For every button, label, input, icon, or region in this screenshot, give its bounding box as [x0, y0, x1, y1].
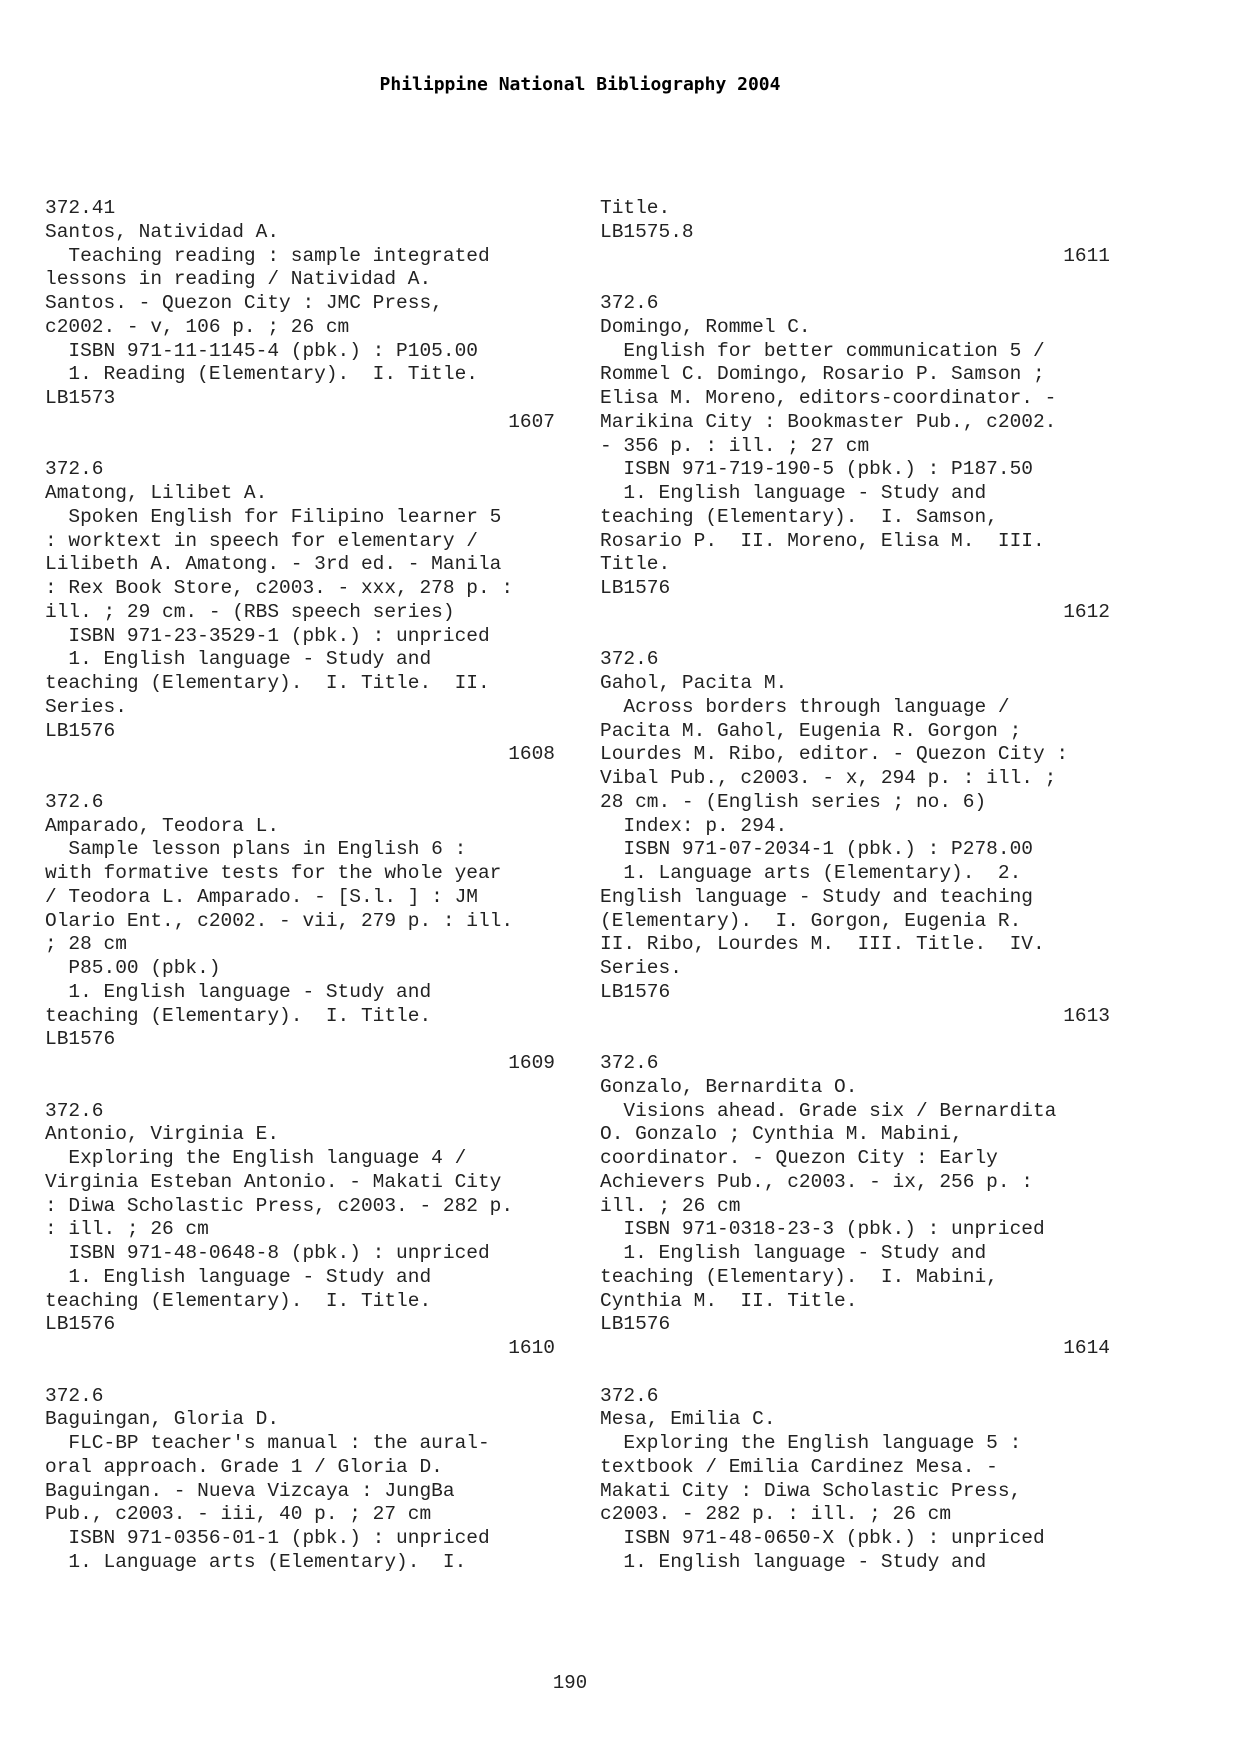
- entry-line: Title.: [600, 553, 671, 576]
- entry-line: Exploring the English language 5 :: [600, 1432, 1022, 1454]
- entry-line: Amparado, Teodora L.: [45, 814, 280, 837]
- entry-line: 372.6: [600, 648, 659, 671]
- blank-line: [45, 1076, 555, 1100]
- right-column: [600, 197, 1110, 1575]
- entry-line: teaching (Elementary). I. Mabini,: [600, 1265, 998, 1288]
- entry-line: 372.6: [45, 790, 104, 813]
- entry-line: 372.6: [600, 1052, 659, 1074]
- entry-number: 1610: [508, 1337, 555, 1359]
- entry-line: 372.41: [45, 197, 116, 219]
- entry-line: O. Gonzalo ; Cynthia M. Mabini,: [600, 1123, 963, 1146]
- page-title: Philippine National Bibliography 2004: [379, 74, 781, 95]
- entry-line: Spoken English for Filipino learner 5: [45, 505, 502, 528]
- entry-line: Cynthia M. II. Title.: [600, 1289, 858, 1312]
- entry-line: ISBN 971-719-190-5 (pbk.) : P187.50: [600, 458, 1033, 481]
- entry-line: LB1576: [600, 980, 671, 1003]
- entry-line: : Rex Book Store, c2003. - xxx, 278 p. :: [45, 577, 514, 599]
- entry-line: LB1576: [600, 577, 671, 599]
- entry-line: 1. Reading (Elementary). I. Title.: [45, 363, 478, 386]
- entry-line: Lourdes M. Ribo, editor. - Quezon City :: [600, 743, 1069, 766]
- entry-line: ill. ; 29 cm. - (RBS speech series): [45, 600, 455, 623]
- entry-line: ISBN 971-11-1145-4 (pbk.) : P105.00: [45, 339, 478, 362]
- entry-line: ISBN 971-48-0650-X (pbk.) : unpriced: [600, 1527, 1045, 1549]
- left-column: [45, 197, 555, 1575]
- entry-line: (Elementary). I. Gorgon, Eugenia R.: [600, 909, 1022, 932]
- entry-line: 1. Language arts (Elementary). I.: [45, 1550, 467, 1573]
- entry-line: 372.6: [45, 1384, 104, 1407]
- entry-line: Series.: [45, 695, 127, 718]
- entry-line: 1. English language - Study and: [600, 482, 987, 504]
- entry-line: Marikina City : Bookmaster Pub., c2002.: [600, 410, 1057, 433]
- entry-line: teaching (Elementary). I. Samson,: [600, 505, 998, 528]
- entry-line: 372.6: [45, 458, 104, 481]
- entry-line: 372.6: [45, 1099, 104, 1122]
- blank-line: [45, 767, 555, 791]
- entry-line: Teaching reading : sample integrated: [45, 244, 490, 267]
- entry-line: Achievers Pub., c2003. - ix, 256 p. :: [600, 1170, 1033, 1193]
- entry-line: with formative tests for the whole year: [45, 862, 502, 884]
- entry-line: ISBN 971-0318-23-3 (pbk.) : unpriced: [600, 1218, 1045, 1241]
- entry-line: c2002. - v, 106 p. ; 26 cm: [45, 315, 350, 338]
- entry-line: 1. English language - Study and: [45, 1265, 432, 1288]
- entry-line: coordinator. - Quezon City : Early: [600, 1147, 998, 1169]
- entry-line: Gahol, Pacita M.: [600, 672, 788, 694]
- blank-line: [600, 268, 1110, 292]
- entry-line: FLC-BP teacher's manual : the aural-: [45, 1432, 490, 1454]
- entry-line: / Teodora L. Amparado. - [S.l. ] : JM: [45, 885, 478, 908]
- entry-line: Pacita M. Gahol, Eugenia R. Gorgon ;: [600, 719, 1022, 742]
- blank-line: [45, 1361, 555, 1385]
- entry-number: 1613: [1063, 1004, 1110, 1027]
- entry-line: P85.00 (pbk.): [45, 957, 221, 979]
- entry-line: Gonzalo, Bernardita O.: [600, 1075, 858, 1098]
- entry-line: ill. ; 26 cm: [600, 1194, 741, 1217]
- entry-line: Makati City : Diwa Scholastic Press,: [600, 1479, 1022, 1502]
- entry-line: Series.: [600, 957, 682, 979]
- entry-line: Virginia Esteban Antonio. - Makati City: [45, 1170, 502, 1193]
- entry-line: LB1576: [600, 1313, 671, 1336]
- entry-line: Santos, Natividad A.: [45, 220, 280, 243]
- entry-line: Amatong, Lilibet A.: [45, 482, 268, 504]
- entry-line: ; 28 cm: [45, 933, 127, 956]
- entry-line: Lilibeth A. Amatong. - 3rd ed. - Manila: [45, 553, 502, 576]
- entry-line: 1. English language - Study and: [600, 1550, 987, 1573]
- entry-line: oral approach. Grade 1 / Gloria D.: [45, 1455, 443, 1478]
- entry-line: 1. English language - Study and: [45, 980, 432, 1003]
- entry-number: 1607: [508, 410, 555, 433]
- blank-line: [600, 625, 1110, 649]
- entry-line: LB1576: [45, 1028, 116, 1051]
- entry-line: Index: p. 294.: [600, 814, 788, 837]
- entry-line: Vibal Pub., c2003. - x, 294 p. : ill. ;: [600, 767, 1057, 789]
- entry-line: lessons in reading / Natividad A.: [45, 268, 432, 291]
- entry-line: c2003. - 282 p. : ill. ; 26 cm: [600, 1503, 952, 1526]
- entry-number: 1614: [1063, 1337, 1110, 1359]
- entry-number: 1608: [508, 743, 555, 766]
- entry-line: Olario Ent., c2002. - vii, 279 p. : ill.: [45, 909, 514, 932]
- entry-line: Pub., c2003. - iii, 40 p. ; 27 cm: [45, 1503, 432, 1526]
- entry-line: Baguingan. - Nueva Vizcaya : JungBa: [45, 1479, 455, 1502]
- entry-line: Rommel C. Domingo, Rosario P. Samson ;: [600, 363, 1045, 386]
- entry-line: Title.: [600, 197, 671, 219]
- blank-line: [600, 1361, 1110, 1385]
- entry-line: Santos. - Quezon City : JMC Press,: [45, 292, 443, 314]
- entry-number: 1611: [1063, 244, 1110, 267]
- entry-number: 1609: [508, 1052, 555, 1074]
- entry-line: ISBN 971-07-2034-1 (pbk.) : P278.00: [600, 838, 1033, 861]
- entry-line: : Diwa Scholastic Press, c2003. - 282 p.: [45, 1194, 514, 1217]
- entry-line: Baguingan, Gloria D.: [45, 1408, 280, 1431]
- entry-line: 372.6: [600, 1384, 659, 1407]
- entry-line: 1. English language - Study and: [45, 648, 432, 671]
- entry-line: - 356 p. : ill. ; 27 cm: [600, 434, 870, 457]
- entry-line: LB1576: [45, 1313, 116, 1336]
- entry-line: II. Ribo, Lourdes M. III. Title. IV.: [600, 933, 1045, 956]
- entry-line: Mesa, Emilia C.: [600, 1408, 776, 1431]
- page-number: 190: [552, 1672, 588, 1694]
- entry-line: LB1575.8: [600, 220, 694, 243]
- entry-line: Sample lesson plans in English 6 :: [45, 838, 467, 861]
- entry-line: Across borders through language /: [600, 695, 1010, 718]
- entry-line: textbook / Emilia Cardinez Mesa. -: [600, 1455, 998, 1478]
- entry-line: Exploring the English language 4 /: [45, 1147, 467, 1169]
- entry-line: ISBN 971-48-0648-8 (pbk.) : unpriced: [45, 1242, 490, 1264]
- entry-line: Visions ahead. Grade six / Bernardita: [600, 1099, 1057, 1122]
- entry-line: 28 cm. - (English series ; no. 6): [600, 790, 987, 813]
- entry-line: English for better communication 5 /: [600, 339, 1045, 362]
- entry-line: Elisa M. Moreno, editors-coordinator. -: [600, 387, 1057, 409]
- entry-line: : ill. ; 26 cm: [45, 1218, 209, 1241]
- entry-line: 1. Language arts (Elementary). 2.: [600, 862, 1022, 884]
- entry-line: 372.6: [600, 292, 659, 314]
- entry-line: teaching (Elementary). I. Title.: [45, 1289, 432, 1312]
- entry-line: Rosario P. II. Moreno, Elisa M. III.: [600, 529, 1045, 552]
- entry-line: Domingo, Rommel C.: [600, 315, 811, 338]
- entry-line: LB1576: [45, 719, 116, 742]
- entry-line: 1. English language - Study and: [600, 1242, 987, 1264]
- entry-line: Antonio, Virginia E.: [45, 1123, 280, 1146]
- entry-line: ISBN 971-0356-01-1 (pbk.) : unpriced: [45, 1527, 490, 1549]
- entry-line: teaching (Elementary). I. Title.: [45, 1004, 432, 1027]
- entry-line: ISBN 971-23-3529-1 (pbk.) : unpriced: [45, 624, 490, 647]
- entry-line: teaching (Elementary). I. Title. II.: [45, 672, 490, 694]
- entry-line: LB1573: [45, 387, 116, 409]
- blank-line: [45, 435, 555, 459]
- entry-line: : worktext in speech for elementary /: [45, 529, 478, 552]
- entry-line: English language - Study and teaching: [600, 885, 1033, 908]
- blank-line: [600, 1028, 1110, 1052]
- entry-number: 1612: [1063, 600, 1110, 623]
